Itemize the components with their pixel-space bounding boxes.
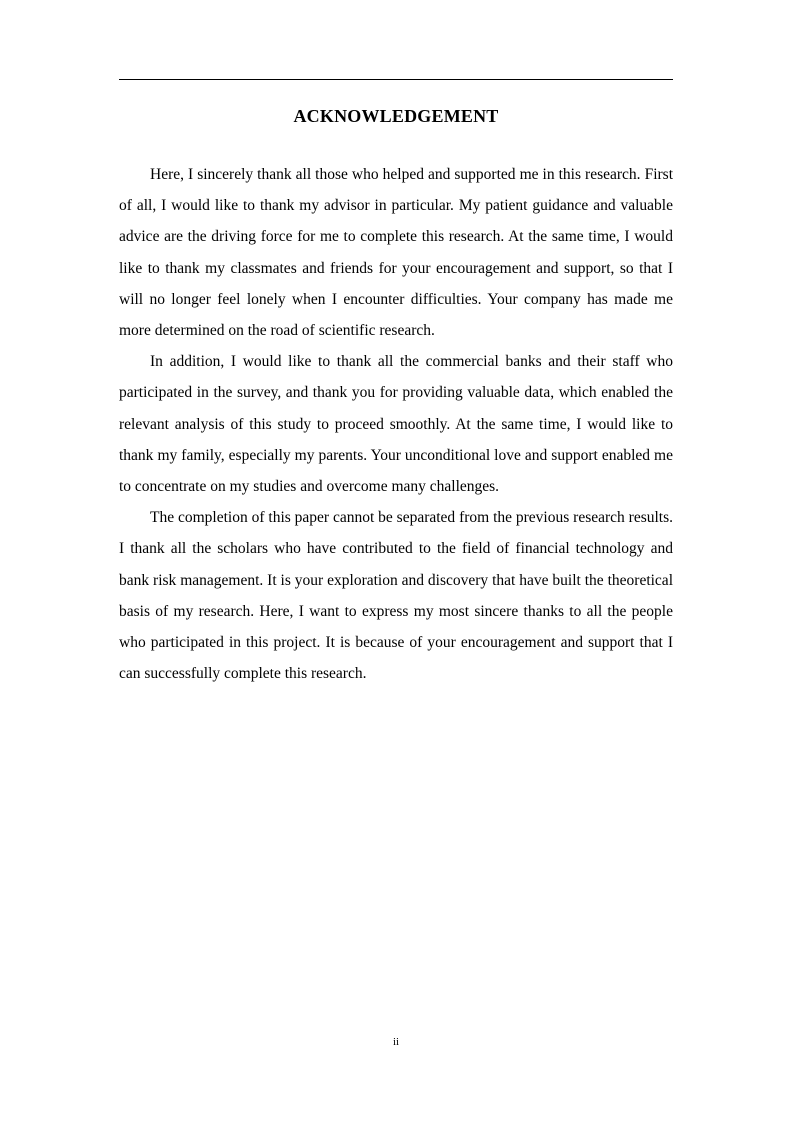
paragraph-2: In addition, I would like to thank all the commercial banks and their staff who participated in the survey, and thank you for providing valuable data, which enabled the relevant analysis of this study to proceed smoothly. At the same time, I would like to thank my family, especially my parents. Your unconditional love and support enabled me to concentrate on my studies and overcome many challenges. <box>119 353 673 496</box>
page-number: ii <box>392 1036 400 1048</box>
acknowledgement-body <box>119 159 673 689</box>
page-title: ACKNOWLEDGEMENT <box>293 106 499 126</box>
paragraph-1: Here, I sincerely thank all those who helped and supported me in this research. First of all, I would like to thank my advisor in particular. My patient guidance and valuable advice are the driving force for me to complete this research. At the same time, I would like to thank my classmates and friends for your encouragement and support, so that I will no longer feel lonely when I encounter difficulties. Your company has made me more determined on the road of scientific research. <box>119 166 673 340</box>
paragraph-3: The completion of this paper cannot be separated from the previous research results. I thank all the scholars who have contributed to the field of financial technology and bank risk management. It is your exploration and discovery that have built the theoretical basis of my research. Here, I want to express my most sincere thanks to all the people who participated in this project. It is because of your encouragement and support that I can successfully complete this research. <box>119 509 673 683</box>
header-rule <box>119 79 673 80</box>
